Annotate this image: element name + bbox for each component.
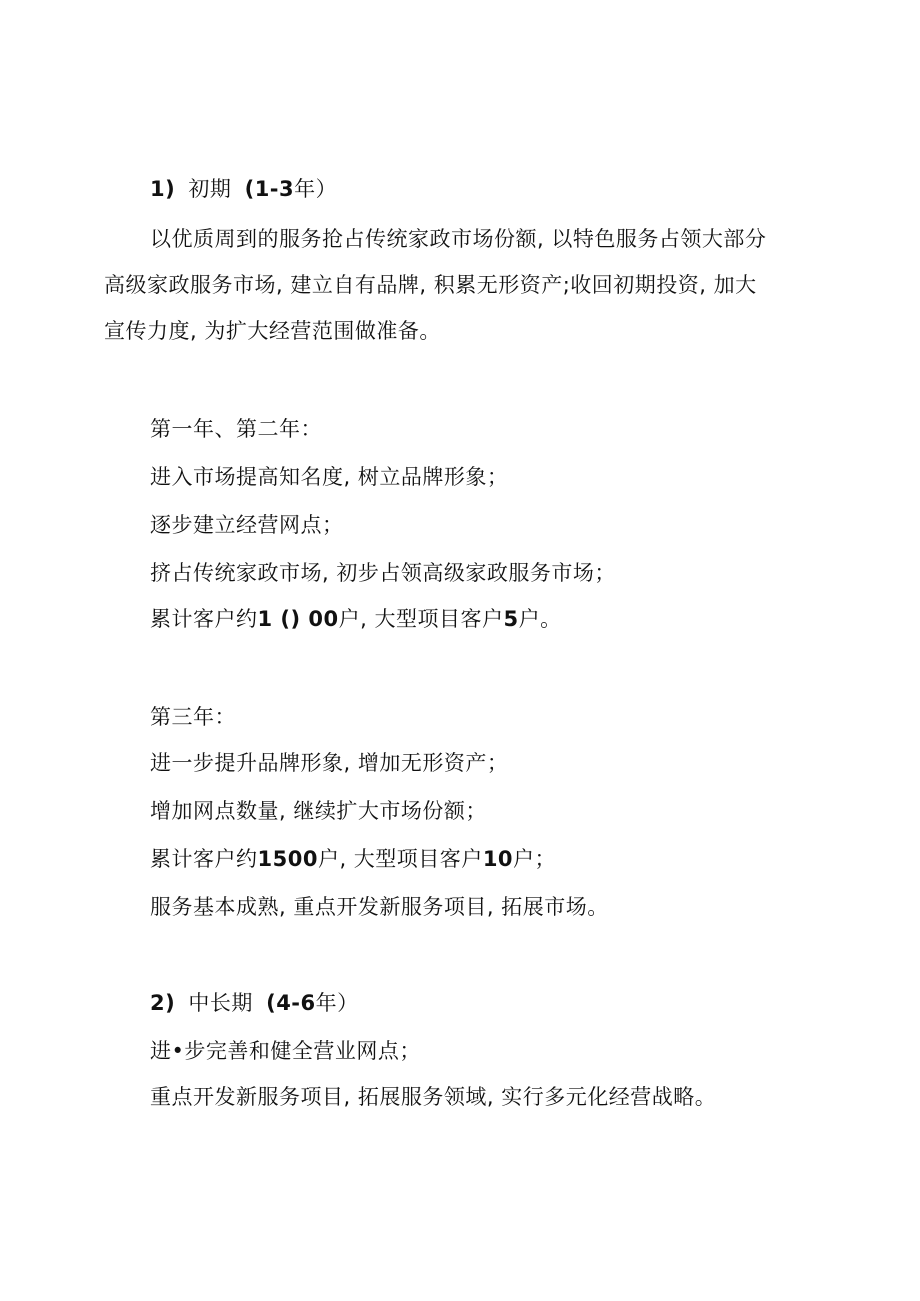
section-2-range-tail: 年） <box>315 991 359 1015</box>
year12-customers-prefix: 累计客户约 <box>150 607 258 631</box>
year3-item-2: 增加网点数量, 继续扩大市场份额； <box>150 799 487 823</box>
section-1-range-tail: 年） <box>294 177 338 201</box>
year12-customers-count: 1 () 00 <box>257 607 339 631</box>
section-2-range-number: (4-6 <box>266 991 316 1015</box>
year3-item-1: 进一步提升品牌形象, 增加无形资产； <box>150 751 509 775</box>
year12-big-count: 5 <box>503 607 519 631</box>
year12-item-2: 逐步建立经营网点； <box>150 513 344 537</box>
year3-customers-suffix: 户； <box>513 847 557 871</box>
year12-title: 第一年、第二年： <box>150 417 322 441</box>
section-2-item-2: 重点开发新服务项目, 拓展服务领域, 实行多元化经营战略。 <box>150 1085 717 1109</box>
year3-customers-prefix: 累计客户约 <box>150 847 258 871</box>
section-2-number: 2) <box>150 991 176 1015</box>
year3-big-count: 10 <box>482 847 514 871</box>
section-2-title: 中长期 <box>188 991 253 1015</box>
year3-title: 第三年： <box>150 705 236 729</box>
intro-line-1: 以优质周到的服务抢占传统家政市场份额, 以特色服务占领大部分 <box>150 227 767 251</box>
year12-item-1: 进入市场提高知名度, 树立品牌形象； <box>150 465 509 489</box>
year12-customers <box>150 604 562 634</box>
section-1-range-number: (1-3 <box>244 177 295 201</box>
year3-last: 服务基本成熟, 重点开发新服务项目, 拓展市场。 <box>150 895 609 919</box>
year3-customers-count: 1500 <box>257 847 318 871</box>
section-1-number: 1) <box>150 177 176 201</box>
section-1-title: 初期 <box>188 177 232 201</box>
year3-customers <box>150 844 556 874</box>
year3-customers-mid: 户, 大型项目客户 <box>317 847 483 871</box>
year12-item-3: 挤占传统家政市场, 初步占领高级家政服务市场； <box>150 561 616 585</box>
intro-line-3: 宣传力度, 为扩大经营范围做准备。 <box>104 319 441 343</box>
year12-customers-suffix: 户。 <box>518 607 562 631</box>
section-1-heading <box>150 174 337 204</box>
intro-line-2: 高级家政服务市场, 建立自有品牌, 积累无形资产;收回初期投资, 加大 <box>104 273 757 297</box>
year12-customers-mid: 户, 大型项目客户 <box>338 607 504 631</box>
section-2-heading <box>150 988 359 1018</box>
section-2-item-1: 进•步完善和健全营业网点； <box>150 1039 421 1063</box>
